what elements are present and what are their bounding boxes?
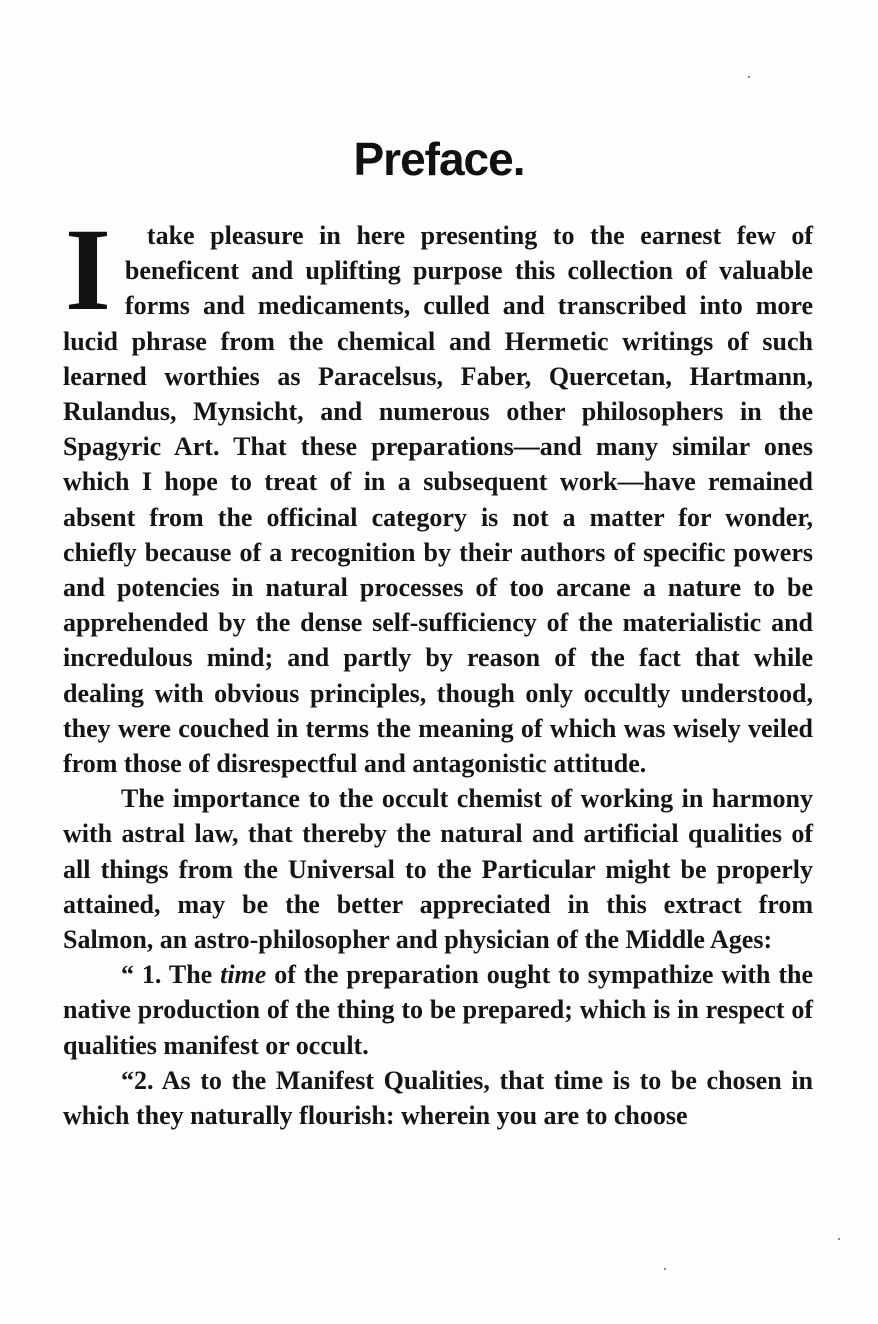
body-text bbox=[63, 204, 814, 1133]
paragraph-3 bbox=[63, 957, 813, 1063]
paragraph-2: The importance to the occult chemist of working in harmony with astral law, that thereby the natural and artificial qualities of all things from the Universal to the Particular might be properly attained, may be the better appreciated in this extract from Salmon, an astro-philosopher and physician of the Middle Ages: bbox=[63, 784, 813, 955]
paragraph-3-italic: time bbox=[220, 960, 267, 990]
paragraph-1-rest: transcribed into more lucid phrase from the chemical and Hermetic writings of such learned worthies as Paracelsus, Faber, Quercetan, Hartmann, Rulandus, Mynsicht, and numerous other philosophers in the Spagyric Art. That these preparations—and many similar ones which I hope to treat of in a subsequent work—have remained absent from the officinal category is not a matter for wonder, chiefly because of a recognition by their authors of specific powers and potencies in natural processes of too arcane a nature to be apprehended by the dense self-sufficiency of the materialistic and incredulous mind; and partly by reason of the fact that while dealing with obvious principles, though only occultly understood, they were couched in terms the meaning of which was wisely veiled from those of disrespectful and antagonistic attitude. bbox=[63, 291, 814, 779]
paper-speck bbox=[664, 1268, 666, 1270]
paragraph-3-start: “ 1. The bbox=[121, 960, 221, 990]
paper-speck bbox=[748, 76, 750, 78]
paragraph-1 bbox=[63, 204, 814, 781]
paragraph-3-end: of the preparation ought to sympathize with the native production of the thing to be prepared; which is in respect of qualities manifest or occult. bbox=[63, 960, 814, 1060]
paragraph-1-line-3: of valuable forms and medicaments, culled and bbox=[124, 256, 813, 321]
page-title: Preface. bbox=[353, 133, 525, 185]
paragraph-1-line-1: take pleasure in here presenting to the earnest few bbox=[146, 221, 776, 250]
paper-speck bbox=[838, 1238, 840, 1240]
paragraph-4: “2. As to the Manifest Qualities, that time is to be chosen in which they naturally flourish: wherein you are to choose bbox=[63, 1065, 813, 1131]
paragraph-1-line-2: of beneficent and uplifting purpose this collection bbox=[124, 221, 814, 286]
drop-cap: I bbox=[65, 204, 111, 335]
